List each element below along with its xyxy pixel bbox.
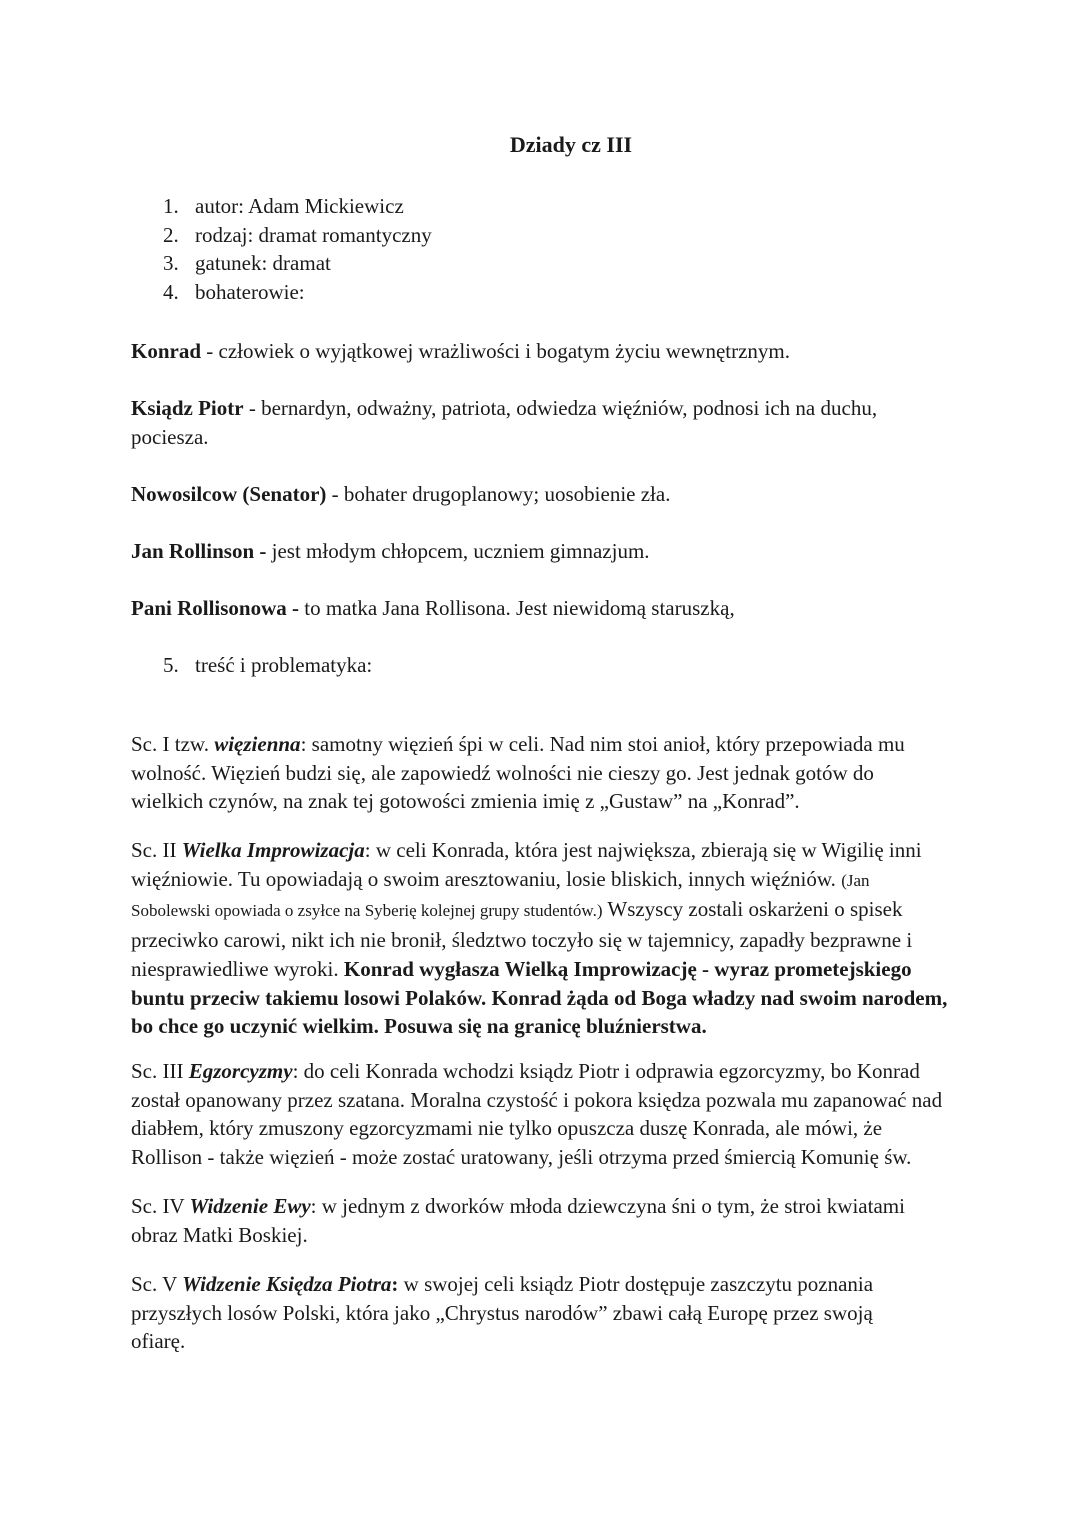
scene-sep: : (292, 1059, 304, 1083)
list-text: gatunek: dramat (195, 251, 331, 275)
character-name: Konrad (131, 339, 202, 363)
list-item (163, 221, 432, 250)
scene-sep: : (391, 1272, 404, 1296)
list-text: bohaterowie: (195, 279, 305, 304)
scene-prefix: Sc. II (131, 838, 182, 862)
scene-bold: Konrad wygłasza Wielką Improwizację - wyraz prometejskiego buntu przeciw takiemu losowi Polaków. Konrad żąda od Boga władzy nad swoim narodem, bo chce go uczynić wielkim. Posuwa się na granicę bluźnierstwa. (131, 956, 948, 1039)
scene-2 (131, 836, 951, 1041)
scene-text-2: Wszyscy zostali oskarżeni o spisek przeciwko carowi, nikt ich nie bronił, śledztwo toczyło się w tajemnicy, zapadły bezprawne i niesprawiedliwe wyroki. (131, 897, 913, 981)
scene-sep: : (300, 732, 312, 756)
character-name: Nowosilcow (Senator) (131, 482, 327, 506)
character-desc: - bohater drugoplanowy; uosobienie zła. (326, 482, 671, 506)
scene-name: Wielka Improwizacja (181, 838, 365, 862)
character-desc: to matka Jana Rollisona. Jest niewidomą staruszką, (299, 596, 735, 620)
list-item-content (163, 651, 372, 680)
scene-sep: : (364, 838, 376, 862)
scene-4 (131, 1192, 941, 1249)
character-name: Jan Rollinson - (131, 539, 272, 563)
character-name: Pani Rollisonowa - (131, 596, 300, 620)
info-list (163, 192, 432, 306)
scene-prefix: Sc. III (131, 1059, 189, 1083)
list-item (163, 192, 432, 221)
scene-name: Widzenie Ewy (189, 1194, 311, 1218)
list-text: rodzaj: dramat romantyczny (195, 222, 432, 247)
document-title: Dziady cz III (509, 132, 633, 157)
scene-1 (131, 730, 941, 816)
list-text: treść i problematyka: (195, 653, 373, 677)
character-jan-rollinson (131, 537, 951, 566)
scene-prefix: Sc. I tzw. (131, 732, 215, 756)
scene-prefix: Sc. V (131, 1272, 183, 1296)
list-item (163, 278, 432, 307)
scene-text: do celi Konrada wchodzi ksiądz Piotr i odprawia egzorcyzmy, bo Konrad został opanowany przez szatana. Moralna czystość i pokora księdza pozwala mu zapanować nad diabłem, który zmuszony egzorcyzmami nie tylko opuszcza duszę Konrada, ale mówi, że Rollison - także więzień - może zostać uratowany, jeśli otrzyma przed śmiercią Komunię św. (131, 1059, 943, 1170)
scene-name: Egzorcyzmy (188, 1059, 293, 1083)
list-number: 2. (163, 222, 179, 247)
character-ksiadz-piotr (131, 394, 931, 451)
list-number: 5. (163, 653, 179, 677)
scene-5 (131, 1270, 921, 1356)
scene-prefix: Sc. IV (131, 1194, 190, 1218)
scene-3 (131, 1057, 956, 1172)
scene-name: więzienna (214, 732, 301, 756)
scene-sep: : (310, 1194, 322, 1218)
list-number: 1. (163, 194, 179, 218)
character-desc: - człowiek o wyjątkowej wrażliwości i bogatym życiu wewnętrznym. (201, 339, 790, 363)
character-desc: - bernardyn, odważny, patriota, odwiedza więźniów, podnosi ich na duchu, pociesza. (131, 396, 878, 449)
scene-text: w celi Konrada, która jest największa, zbierają się w Wigilię inni więźniowie. Tu opowiadają o swoim aresztowaniu, losie bliskich, innych więźniów. (131, 838, 922, 891)
character-name: Ksiądz Piotr (131, 396, 244, 420)
character-nowosilcow (131, 480, 951, 509)
list-number: 3. (163, 251, 179, 275)
list-number: 4. (163, 279, 179, 304)
scene-aside: (Jan Sobolewski opowiada o zsyłce na Syberię kolejnej grupy studentów.) (131, 870, 870, 921)
list-item (163, 249, 432, 278)
scene-name: Widzenie Księdza Piotra (182, 1272, 392, 1296)
character-pani-rollisonowa (131, 594, 951, 623)
list-text: autor: Adam Mickiewicz (195, 194, 404, 218)
scene-text: samotny więzień śpi w celi. Nad nim stoi anioł, który przepowiada mu wolność. Więzień budzi się, ale zapowiedź wolności nie cieszy go. Jest jednak gotów do wielkich czynów, na znak tej gotowości zmienia imię z „Gustaw” na „Konrad”. (131, 732, 905, 814)
scene-text: w swojej celi ksiądz Piotr dostępuje zaszczytu poznania przyszłych losów Polski, która jako „Chrystus narodów” zbawi całą Europę przez swoją ofiarę. (131, 1272, 874, 1354)
character-konrad (131, 337, 951, 366)
character-desc: jest młodym chłopcem, uczniem gimnazjum. (271, 539, 650, 563)
scene-text: w jednym z dworków młoda dziewczyna śni o tym, że stroi kwiatami obraz Matki Boskiej. (131, 1194, 905, 1247)
